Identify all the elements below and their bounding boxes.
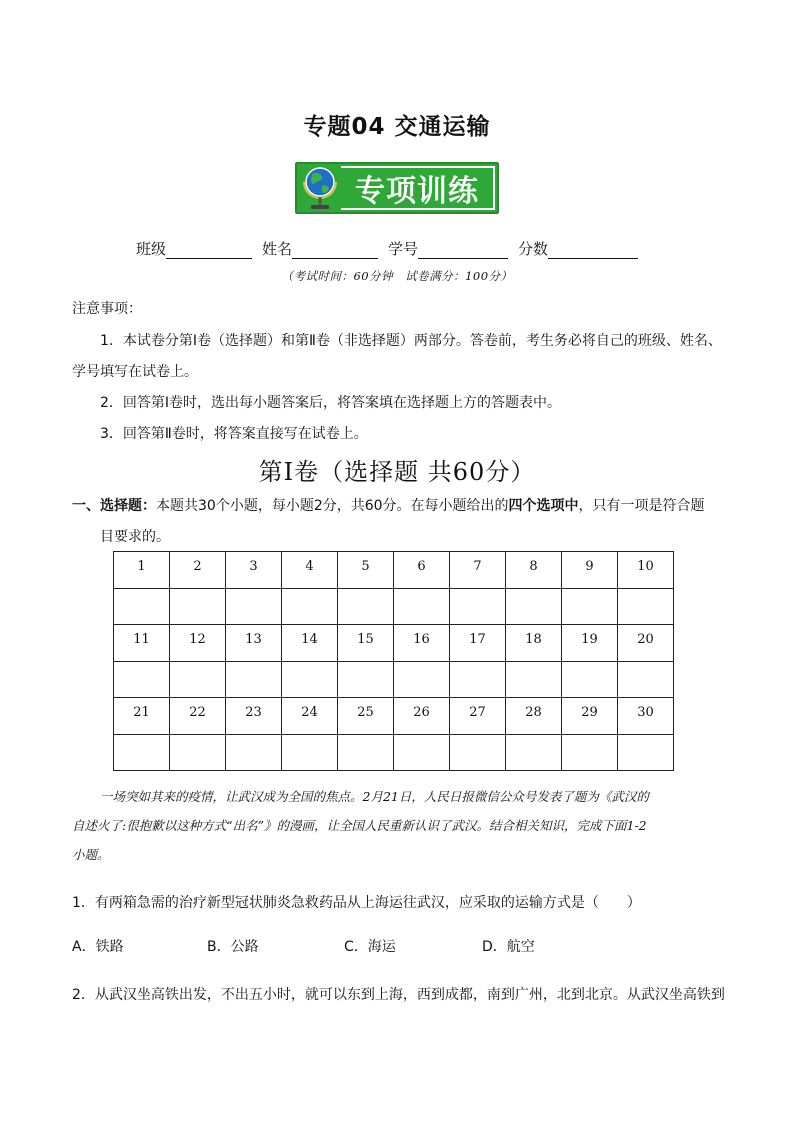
class-label: 班级 [136, 240, 167, 258]
question-number: 11 [133, 632, 150, 647]
section-intro-text-a: 本题共30个小题，每小题2分，共60分。在每小题给出的 [156, 498, 509, 514]
name-label: 姓名 [262, 240, 293, 258]
answer-cell[interactable] [114, 661, 170, 698]
student-id-field[interactable] [418, 242, 508, 259]
question-number-cell [170, 552, 226, 589]
question-number-cell [338, 552, 394, 589]
question-2: 2．从武汉坐高铁出发，不出五小时，就可以东到上海，西到成都，南到广州，北到北京。从武汉坐高铁到 [72, 987, 725, 1003]
question-number-cell [618, 698, 674, 735]
question-number: 8 [529, 559, 538, 574]
question-number-cell [282, 698, 338, 735]
answer-cell[interactable] [506, 661, 562, 698]
question-number: 18 [525, 632, 542, 647]
question-1-option-d[interactable]: D．航空 [482, 939, 535, 955]
notice-item-1-line-2: 学号填写在试卷上。 [72, 364, 198, 380]
answer-cell[interactable] [338, 661, 394, 698]
answer-table-answer-row [114, 588, 674, 625]
question-number-cell [394, 625, 450, 662]
question-number-cell [114, 552, 170, 589]
answer-table-number-row [114, 625, 674, 662]
question-number-cell [114, 625, 170, 662]
question-number: 16 [413, 632, 430, 647]
answer-cell[interactable] [394, 661, 450, 698]
answer-cell[interactable] [170, 661, 226, 698]
question-number-cell [450, 698, 506, 735]
question-number: 1 [137, 559, 146, 574]
answer-cell[interactable] [450, 661, 506, 698]
answer-cell[interactable] [394, 588, 450, 625]
question-number-cell [338, 625, 394, 662]
passage-line-3: 小题。 [72, 847, 110, 862]
question-number: 19 [581, 632, 598, 647]
question-number: 27 [469, 705, 486, 720]
question-number-cell [114, 698, 170, 735]
answer-cell[interactable] [562, 661, 618, 698]
answer-table-number-row [114, 698, 674, 735]
section-intro-text-b: ，只有一项是符合题 [578, 498, 705, 514]
question-number-cell [170, 698, 226, 735]
exam-info: （考试时间：60分钟 试卷满分：100分） [281, 269, 513, 283]
answer-cell[interactable] [618, 588, 674, 625]
answer-cell[interactable] [170, 734, 226, 771]
question-number: 22 [189, 705, 206, 720]
question-number: 7 [473, 559, 482, 574]
question-number: 5 [361, 559, 370, 574]
question-number-cell [450, 552, 506, 589]
question-number-cell [506, 625, 562, 662]
question-number: 6 [417, 559, 426, 574]
notice-item-1-line-1: 1．本试卷分第Ⅰ卷（选择题）和第Ⅱ卷（非选择题）两部分。答卷前，考生务必将自己的班级、姓名、 [100, 333, 722, 349]
notice-item-3: 3．回答第Ⅱ卷时，将答案直接写在试卷上。 [100, 426, 368, 442]
question-number: 21 [133, 705, 150, 720]
question-number: 10 [637, 559, 654, 574]
answer-cell[interactable] [506, 734, 562, 771]
notice-item-2: 2．回答第Ⅰ卷时，选出每小题答案后，将答案填在选择题上方的答题表中。 [100, 395, 562, 411]
question-number: 4 [305, 559, 314, 574]
page-title: 专题04 交通运输 [303, 114, 491, 140]
class-field[interactable] [166, 242, 252, 259]
answer-cell[interactable] [450, 588, 506, 625]
question-number: 25 [357, 705, 374, 720]
question-number-cell [506, 698, 562, 735]
answer-cell[interactable] [338, 588, 394, 625]
question-number: 26 [413, 705, 430, 720]
question-number: 23 [245, 705, 262, 720]
question-number: 29 [581, 705, 598, 720]
score-label: 分数 [518, 240, 549, 258]
student-id-label: 学号 [388, 240, 419, 258]
question-number: 2 [193, 559, 202, 574]
question-number-cell [562, 625, 618, 662]
question-1-option-b[interactable]: B．公路 [207, 939, 259, 955]
answer-cell[interactable] [618, 734, 674, 771]
question-number-cell [618, 625, 674, 662]
answer-cell[interactable] [282, 734, 338, 771]
question-number-cell [506, 552, 562, 589]
badge-text: 专项训练 [341, 166, 495, 210]
question-number-cell [562, 698, 618, 735]
answer-cell[interactable] [562, 588, 618, 625]
answer-cell[interactable] [394, 734, 450, 771]
answer-cell[interactable] [450, 734, 506, 771]
question-1: 1．有两箱急需的治疗新型冠状肺炎急救药品从上海运往武汉，应采取的运输方式是（ ） [72, 895, 641, 911]
question-number-cell [226, 552, 282, 589]
question-number: 24 [301, 705, 318, 720]
answer-cell[interactable] [170, 588, 226, 625]
question-1-option-c[interactable]: C．海运 [344, 939, 396, 955]
answer-cell[interactable] [618, 661, 674, 698]
question-number-cell [562, 552, 618, 589]
question-number-cell [338, 698, 394, 735]
notice-heading: 注意事项： [72, 301, 142, 317]
question-number-cell [282, 625, 338, 662]
section-intro-line-2: 目要求的。 [100, 529, 170, 545]
answer-cell[interactable] [506, 588, 562, 625]
section-intro-emphasis: 四个选项中 [508, 498, 579, 514]
question-number: 14 [301, 632, 318, 647]
globe-icon [300, 164, 340, 212]
answer-table [113, 551, 674, 771]
question-number-cell [394, 552, 450, 589]
question-number: 30 [637, 705, 654, 720]
question-number: 20 [637, 632, 654, 647]
answer-cell[interactable] [226, 588, 282, 625]
question-number: 3 [249, 559, 258, 574]
question-number-cell [170, 625, 226, 662]
section-title: 第Ⅰ卷（选择题 共60分） [258, 458, 536, 486]
question-number-cell [450, 625, 506, 662]
question-number-cell [618, 552, 674, 589]
score-field[interactable] [548, 242, 638, 259]
question-number: 28 [525, 705, 542, 720]
answer-cell[interactable] [338, 734, 394, 771]
name-field[interactable] [292, 242, 378, 259]
question-number-cell [282, 552, 338, 589]
answer-cell[interactable] [114, 734, 170, 771]
passage-line-2: 自述火了:很抱歉以这种方式“出名”》的漫画，让全国人民重新认识了武汉。结合相关知识，完成下面1-2 [72, 818, 647, 833]
section-intro-line-1 [72, 496, 705, 516]
passage-line-1: 一场突如其来的疫情，让武汉成为全国的焦点。2月21日，人民日报微信公众号发表了题为《武汉的 [100, 789, 649, 804]
question-number-cell [226, 625, 282, 662]
answer-cell[interactable] [282, 588, 338, 625]
question-number: 9 [585, 559, 594, 574]
answer-cell[interactable] [562, 734, 618, 771]
answer-cell[interactable] [282, 661, 338, 698]
answer-table-answer-row [114, 734, 674, 771]
answer-cell[interactable] [226, 734, 282, 771]
question-number: 12 [189, 632, 206, 647]
answer-cell[interactable] [226, 661, 282, 698]
question-1-option-a[interactable]: A．铁路 [72, 939, 124, 955]
question-number: 15 [357, 632, 374, 647]
question-number-cell [226, 698, 282, 735]
question-number: 13 [245, 632, 262, 647]
question-number-cell [394, 698, 450, 735]
student-info-row [136, 235, 696, 259]
section-intro-label: 一、选择题： [72, 498, 156, 514]
answer-table-number-row [114, 552, 674, 589]
answer-cell[interactable] [114, 588, 170, 625]
answer-table-answer-row [114, 661, 674, 698]
question-number: 17 [469, 632, 486, 647]
